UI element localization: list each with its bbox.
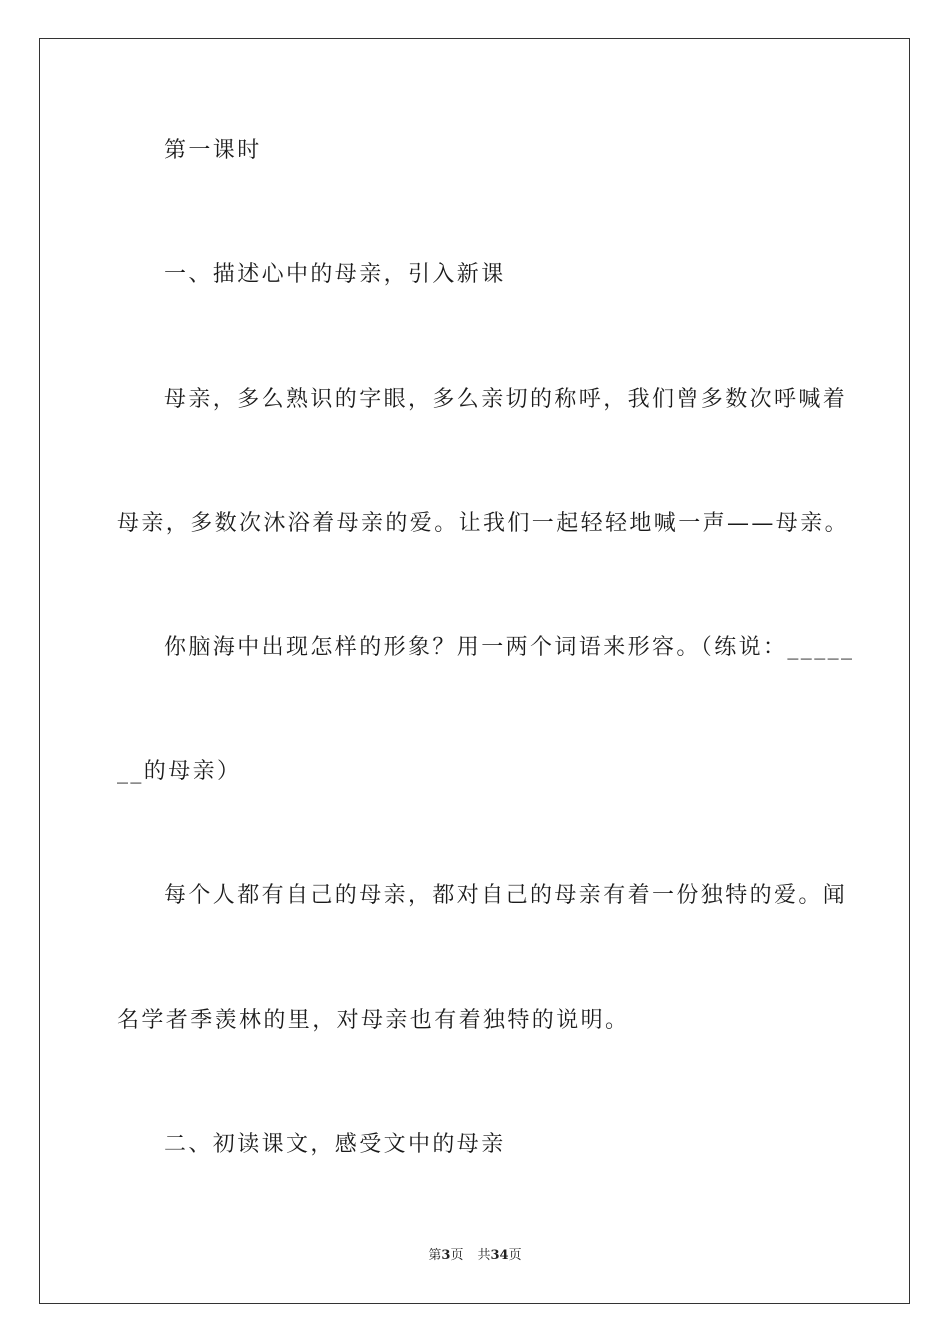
paragraph-line: 名学者季羡林的里，对母亲也有着独特的说明。 xyxy=(117,1008,630,1033)
footer-total-pages: 34 xyxy=(490,1248,509,1263)
section-one-heading: 一、描述心中的母亲，引入新课 xyxy=(164,262,506,287)
page-frame xyxy=(39,38,910,1304)
footer-total-prefix: 共 xyxy=(477,1248,491,1263)
paragraph-line: 每个人都有自己的母亲，都对自己的母亲有着一份独特的爱。闻 xyxy=(164,883,848,908)
footer-page-suffix: 页 xyxy=(450,1248,464,1263)
paragraph-line: 你脑海中出现怎样的形象？用一两个词语来形容。（练说：_____ xyxy=(164,635,855,660)
footer-page-number: 3 xyxy=(441,1248,451,1263)
lesson-period-heading: 第一课时 xyxy=(164,138,262,163)
section-two-heading: 二、初读课文，感受文中的母亲 xyxy=(164,1132,506,1157)
footer-total-suffix: 页 xyxy=(508,1248,522,1263)
paragraph-line: 母亲，多数次沐浴着母亲的爱。让我们一起轻轻地喊一声——母亲。 xyxy=(117,511,850,536)
page-footer xyxy=(0,1247,950,1265)
footer-page-prefix: 第 xyxy=(428,1248,442,1263)
paragraph-line: 母亲，多么熟识的字眼，多么亲切的称呼，我们曾多数次呼喊着 xyxy=(164,387,848,412)
paragraph-line: __的母亲） xyxy=(117,759,242,784)
